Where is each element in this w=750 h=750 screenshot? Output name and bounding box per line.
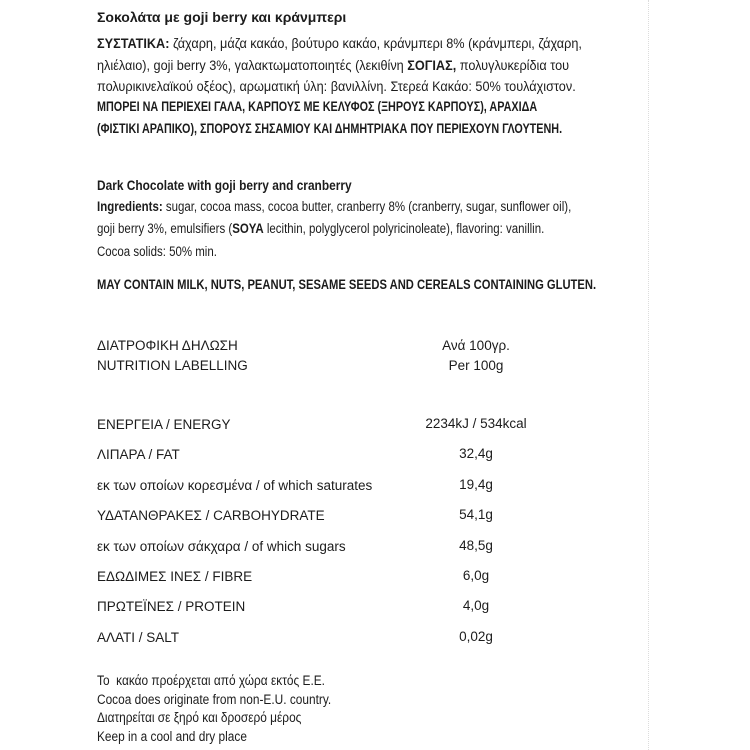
nutrition-header-per100-cell: [348, 336, 604, 376]
per-100-greek: Ανά 100γρ.: [442, 338, 510, 353]
soya-allergen-el: ΣΟΓΙΑΣ,: [407, 57, 457, 73]
nutrition-row-salt: [97, 629, 650, 659]
ingredients-line-2-el: [97, 55, 582, 77]
ingredients-text-en: sugar, cocoa mass, cocoa butter, cranberry 8% (cranberry, sugar, sunflower oil),: [162, 199, 572, 214]
nutrition-table-header: [97, 336, 650, 376]
product-title-greek: Σοκολάτα με goji berry και κράνμπερι: [97, 9, 347, 25]
nutrition-row-label: ΕΔΩΔΙΜΕΣ ΙΝΕΣ / FIBRE: [97, 569, 253, 584]
ingredients-paragraph-english: [97, 196, 571, 263]
may-contain-statement-greek: [97, 96, 562, 140]
nutrition-row-fibre: [97, 568, 650, 598]
nutrition-row-label: ΥΔΑΤΑΝΘΡΑΚΕΣ / CARBOHYDRATE: [97, 508, 325, 523]
nutrition-row-sugars: [97, 538, 650, 568]
may-contain-line-2-el: (ΦΙΣΤΙΚΙ ΑΡΑΠΙΚΟ), ΣΠΟΡΟΥΣ ΣΗΣΑΜΙΟΥ ΚΑΙ ΔΗΜΗΤΡΙΑΚΑ ΠΟΥ ΠΕΡΙΕΧΟΥΝ ΓΛΟΥΤΕΝΗ.: [97, 121, 563, 136]
cocoa-origin-greek: Το κακάο προέρχεται από χώρα εκτός Ε.Ε.: [97, 673, 325, 688]
ingredients-text-el: πολυγλυκερίδια του: [456, 57, 570, 73]
ingredients-text-en: lecithin, polyglycerol polyricinoleate), flavoring: vanillin.: [263, 221, 545, 237]
cocoa-origin-english: Cocoa does originate from non-E.U. country.: [97, 691, 332, 707]
cocoa-solids-line: Cocoa solids: 50% min.: [97, 243, 217, 259]
nutrition-row-value: 2234kJ / 534kcal: [425, 416, 527, 431]
nutrition-row-value: 48,5g: [459, 538, 493, 553]
nutrition-row-value: 19,4g: [459, 477, 493, 492]
nutrition-row-label: ΛΙΠΑΡΑ / FAT: [97, 447, 180, 462]
soya-allergen-en: SOYA: [232, 221, 264, 237]
ingredients-paragraph-greek: [97, 33, 582, 98]
ingredients-text-el: ηλιέλαιο), goji berry 3%, γαλακτωματοποιητές (λεκιθίνη: [97, 57, 408, 73]
nutrition-row-label: εκ των οποίων κορεσμένα / of which saturates: [97, 478, 373, 493]
nutrition-title-greek: ΔΙΑΤΡΟΦΙΚΗ ΔΗΛΩΣΗ: [97, 338, 238, 353]
nutrition-row-fat: [97, 446, 650, 476]
storage-instruction-english: Keep in a cool and dry place: [97, 728, 247, 744]
nutrition-row-saturates: [97, 477, 650, 507]
ingredients-text-en: goji berry 3%, emulsifiers (: [97, 221, 233, 237]
ingredients-line-3-el: πολυρικινελαϊκού οξέος), αρωματική ύλη: βανιλλίνη. Στερεά Κακάο: 50% τουλάχιστον.: [97, 79, 576, 94]
nutrition-row-value: 54,1g: [459, 507, 493, 522]
per-100-english: Per 100g: [448, 358, 504, 373]
nutrition-title-english: NUTRITION LABELLING: [97, 358, 248, 373]
ingredients-line-1-el: [97, 33, 582, 55]
nutrition-row-carbohydrate: [97, 507, 650, 537]
nutrition-row-value: 32,4g: [459, 446, 493, 461]
origin-and-storage-block: [97, 672, 331, 746]
may-contain-statement-english: MAY CONTAIN MILK, NUTS, PEANUT, SESAME SEEDS AND CEREALS CONTAINING GLUTEN.: [97, 277, 597, 292]
nutrition-row-label: ΠΡΩΤΕΪΝΕΣ / PROTEIN: [97, 599, 246, 614]
nutrition-row-label: ΑΛΑΤΙ / SALT: [97, 630, 180, 645]
ingredients-line-2-en: [97, 218, 571, 240]
nutrition-row-value: 0,02g: [459, 629, 493, 644]
nutrition-row-energy: [97, 416, 650, 446]
may-contain-line-1-el: ΜΠΟΡΕΙ ΝΑ ΠΕΡΙΕΧΕΙ ΓΑΛΑ, ΚΑΡΠΟΥΣ ΜΕ ΚΕΛΥΦΟΣ (ΞΗΡΟΥΣ ΚΑΡΠΟΥΣ), ΑΡΑΧΙΔΑ: [97, 99, 538, 114]
nutrition-row-value: 6,0g: [462, 568, 490, 583]
nutrition-row-label: ΕΝΕΡΓΕΙΑ / ENERGY: [97, 417, 231, 432]
nutrition-row-protein: [97, 598, 650, 628]
ingredients-label-el: ΣΥΣΤΑΤΙΚΑ:: [97, 36, 170, 51]
ingredients-label-en: Ingredients:: [97, 199, 163, 214]
storage-instruction-greek: Διατηρείται σε ξηρό και δροσερό μέρος: [97, 710, 302, 726]
ingredients-line-1-en: [97, 196, 571, 218]
product-title-english: Dark Chocolate with goji berry and cranberry: [97, 177, 352, 193]
ingredients-text-el: ζάχαρη, μάζα κακάο, βούτυρο κακάο, κράνμπερι 8% (κράνμπερι, ζάχαρη,: [169, 36, 582, 51]
nutrition-row-label: εκ των οποίων σάκχαρα / of which sugars: [97, 539, 346, 554]
nutrition-row-value: 4,0g: [462, 598, 490, 613]
